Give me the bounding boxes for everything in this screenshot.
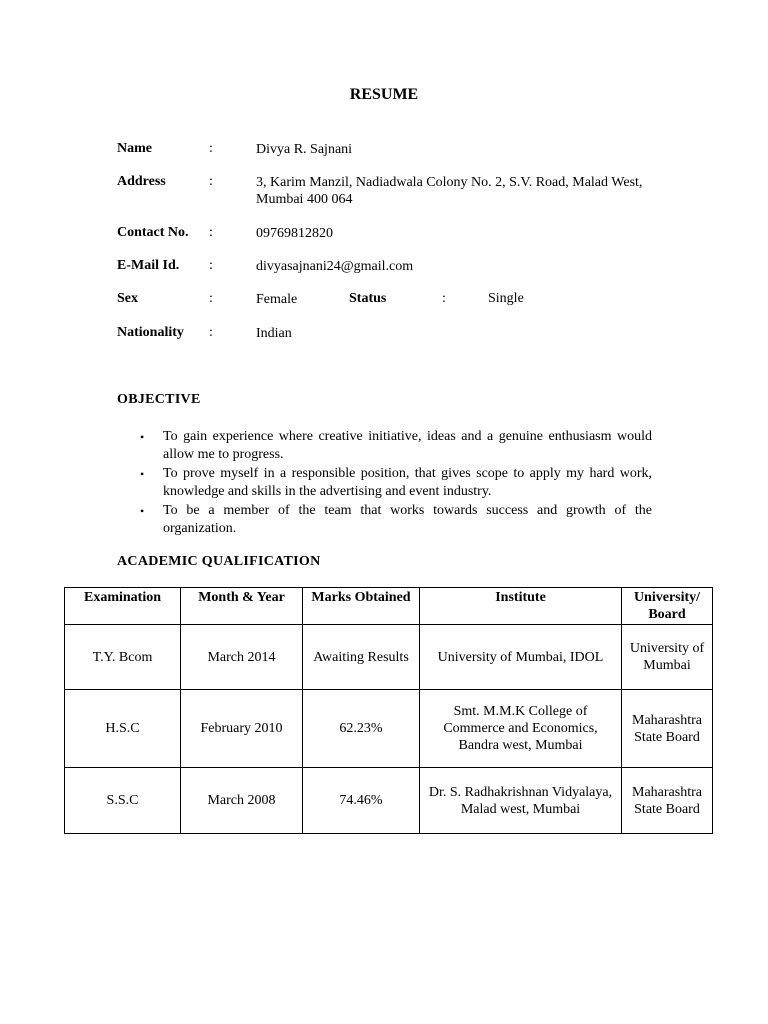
table-cell: Maharashtra State Board <box>622 690 713 768</box>
address-value: 3, Karim Manzil, Nadiadwala Colony No. 2, S.V. Road, Malad West, Mumbai 400 064 <box>256 175 643 207</box>
sex-status-row <box>117 291 657 325</box>
name-label: Name <box>117 141 152 156</box>
table-cell: Maharashtra State Board <box>622 768 713 834</box>
objective-text: To prove myself in a responsible position, that gives scope to apply my hard work, knowledge and skills in the advertising and event industry. <box>163 466 652 499</box>
colon: : <box>209 174 213 189</box>
column-header: Examination <box>65 588 181 625</box>
nationality-row <box>117 325 657 345</box>
table-cell: Dr. S. Radhakrishnan Vidyalaya, Malad west, Mumbai <box>420 768 622 834</box>
bullet-icon: • <box>140 430 145 444</box>
table-cell: T.Y. Bcom <box>65 625 181 690</box>
colon: : <box>209 258 213 273</box>
objective-list <box>117 428 652 539</box>
academic-heading: ACADEMIC QUALIFICATION <box>117 554 321 569</box>
table-row <box>65 690 713 768</box>
table-cell: University of Mumbai, IDOL <box>420 625 622 690</box>
colon: : <box>209 141 213 156</box>
table-cell: University of Mumbai <box>622 625 713 690</box>
column-header: Marks Obtained <box>303 588 420 625</box>
contact-value: 09769812820 <box>256 226 333 241</box>
page-title: RESUME <box>349 86 419 103</box>
contact-label: Contact No. <box>117 225 189 240</box>
table-cell: 62.23% <box>303 690 420 768</box>
table-cell: Awaiting Results <box>303 625 420 690</box>
objective-heading: OBJECTIVE <box>117 392 201 407</box>
email-value: divyasajnani24@gmail.com <box>256 259 414 274</box>
table-cell: Smt. M.M.K College of Commerce and Economics, Bandra west, Mumbai <box>420 690 622 768</box>
table-header-row <box>65 588 713 625</box>
address-label: Address <box>117 174 166 189</box>
table-cell: H.S.C <box>65 690 181 768</box>
sex-value: Female <box>256 292 298 307</box>
academic-table <box>64 587 713 834</box>
status-label: Status <box>349 291 387 306</box>
list-item <box>117 502 652 538</box>
colon: : <box>442 291 446 306</box>
table-cell: March 2008 <box>181 768 303 834</box>
table-cell: February 2010 <box>181 690 303 768</box>
sex-label: Sex <box>117 291 138 306</box>
colon: : <box>209 225 213 240</box>
bullet-icon: • <box>140 504 145 518</box>
table-cell: 74.46% <box>303 768 420 834</box>
table-cell: March 2014 <box>181 625 303 690</box>
name-row <box>117 141 657 174</box>
list-item <box>117 428 652 464</box>
nationality-label: Nationality <box>117 325 184 340</box>
email-label: E-Mail Id. <box>117 258 180 273</box>
colon: : <box>209 325 213 340</box>
colon: : <box>209 291 213 306</box>
column-header: Month & Year <box>181 588 303 625</box>
column-header: Institute <box>420 588 622 625</box>
list-item <box>117 465 652 501</box>
table-row <box>65 768 713 834</box>
nationality-value: Indian <box>256 326 292 341</box>
contact-row <box>117 225 657 258</box>
email-row <box>117 258 657 291</box>
bullet-icon: • <box>140 467 145 481</box>
address-row <box>117 174 657 225</box>
objective-text: To gain experience where creative initiative, ideas and a genuine enthusiasm would allow me to progress. <box>163 429 652 462</box>
table-cell: S.S.C <box>65 768 181 834</box>
name-value: Divya R. Sajnani <box>256 142 353 157</box>
column-header: University/ Board <box>622 588 713 625</box>
objective-text: To be a member of the team that works towards success and growth of the organization. <box>163 503 652 536</box>
status-value: Single <box>488 291 524 306</box>
personal-details <box>117 141 657 345</box>
table-row <box>65 625 713 690</box>
